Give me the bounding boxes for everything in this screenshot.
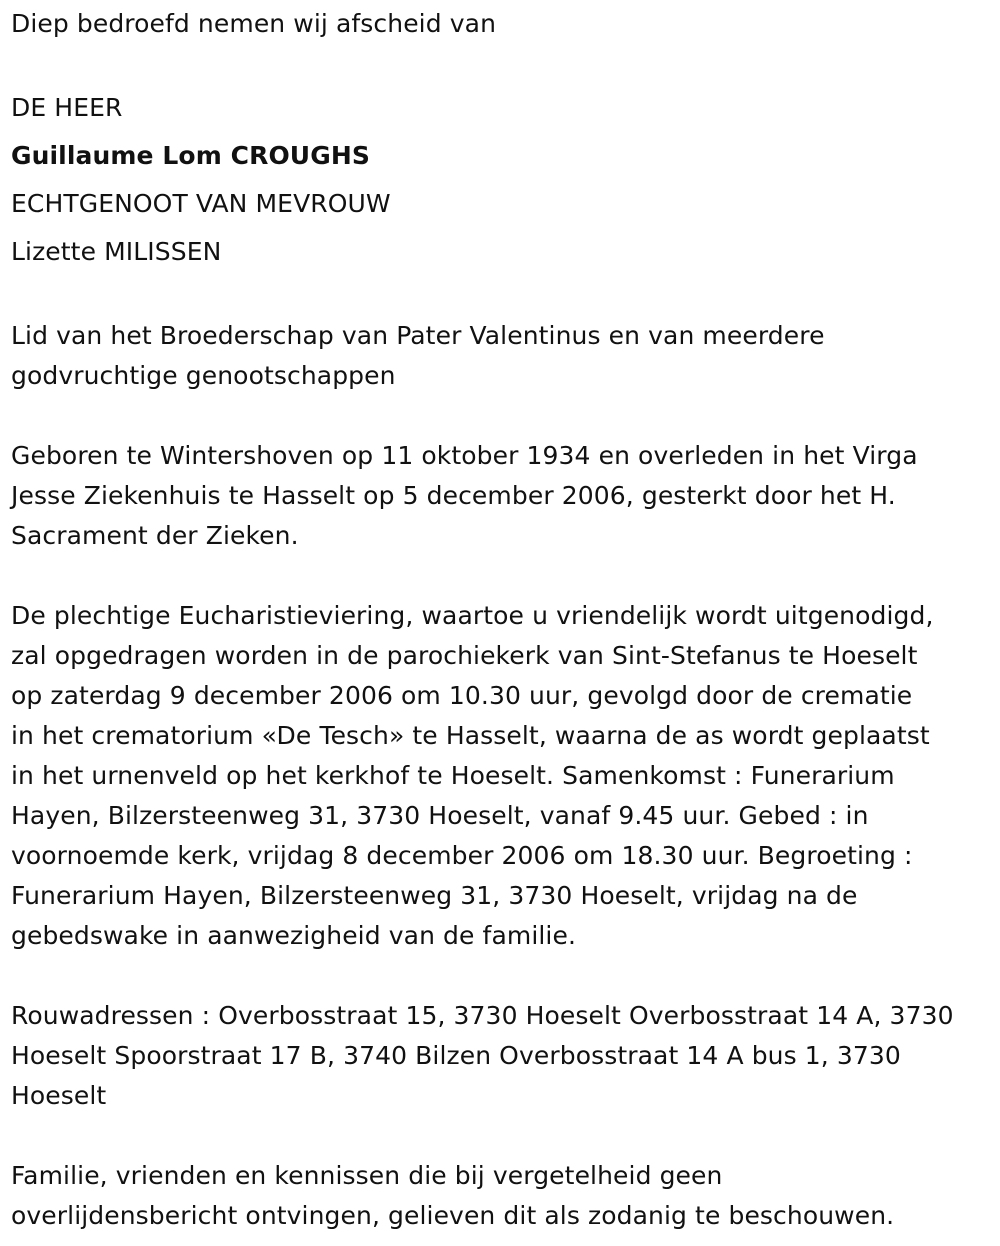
honorific: DE HEER bbox=[11, 93, 123, 122]
spacer bbox=[11, 396, 996, 436]
paragraph-line: Rouwadressen : Overbosstraat 15, 3730 Hoeselt Overbosstraat 14 A, 3730 bbox=[11, 1001, 954, 1030]
membership-paragraph bbox=[11, 316, 996, 396]
deceased-heading bbox=[11, 84, 996, 276]
spouse-name: Lizette MILISSEN bbox=[11, 237, 222, 266]
birth-death-paragraph bbox=[11, 436, 996, 556]
paragraph-line: Sacrament der Zieken. bbox=[11, 521, 299, 550]
obituary-document bbox=[11, 4, 996, 1236]
paragraph-line: Hayen, Bilzersteenweg 31, 3730 Hoeselt, vanaf 9.45 uur. Gebed : in bbox=[11, 801, 869, 830]
spacer bbox=[11, 556, 996, 596]
spouse-label: ECHTGENOOT VAN MEVROUW bbox=[11, 189, 391, 218]
paragraph-line: in het crematorium «De Tesch» te Hasselt, waarna de as wordt geplaatst bbox=[11, 721, 930, 750]
paragraph-line: De plechtige Eucharistieviering, waartoe u vriendelijk wordt uitgenodigd, bbox=[11, 601, 934, 630]
deceased-name: Guillaume Lom CROUGHS bbox=[11, 141, 370, 170]
paragraph-line: Lid van het Broederschap van Pater Valentinus en van meerdere bbox=[11, 321, 825, 350]
paragraph-line: Funerarium Hayen, Bilzersteenweg 31, 3730 Hoeselt, vrijdag na de bbox=[11, 881, 858, 910]
spacer bbox=[11, 276, 996, 316]
paragraph-line: Familie, vrienden en kennissen die bij vergetelheid geen bbox=[11, 1161, 723, 1190]
paragraph-line: Hoeselt Spoorstraat 17 B, 3740 Bilzen Overbosstraat 14 A bus 1, 3730 bbox=[11, 1041, 901, 1070]
paragraph-line: overlijdensbericht ontvingen, gelieven dit als zodanig te beschouwen. bbox=[11, 1201, 895, 1230]
paragraph-line: Jesse Ziekenhuis te Hasselt op 5 december 2006, gesterkt door het H. bbox=[11, 481, 896, 510]
closing-paragraph bbox=[11, 1156, 996, 1236]
paragraph-line: voornoemde kerk, vrijdag 8 december 2006 om 18.30 uur. Begroeting : bbox=[11, 841, 913, 870]
intro-line: Diep bedroefd nemen wij afscheid van bbox=[11, 9, 497, 38]
paragraph-line: gebedswake in aanwezigheid van de familie. bbox=[11, 921, 576, 950]
paragraph-line: in het urnenveld op het kerkhof te Hoeselt. Samenkomst : Funerarium bbox=[11, 761, 895, 790]
paragraph-line: Geboren te Wintershoven op 11 oktober 1934 en overleden in het Virga bbox=[11, 441, 918, 470]
paragraph-line: godvruchtige genootschappen bbox=[11, 361, 396, 390]
paragraph-line: zal opgedragen worden in de parochiekerk van Sint-Stefanus te Hoeselt bbox=[11, 641, 918, 670]
spacer bbox=[11, 44, 996, 84]
addresses-paragraph bbox=[11, 996, 996, 1116]
ceremony-paragraph bbox=[11, 596, 996, 956]
spacer bbox=[11, 1116, 996, 1156]
paragraph-line: op zaterdag 9 december 2006 om 10.30 uur, gevolgd door de crematie bbox=[11, 681, 913, 710]
paragraph-line: Hoeselt bbox=[11, 1081, 107, 1110]
spacer bbox=[11, 956, 996, 996]
